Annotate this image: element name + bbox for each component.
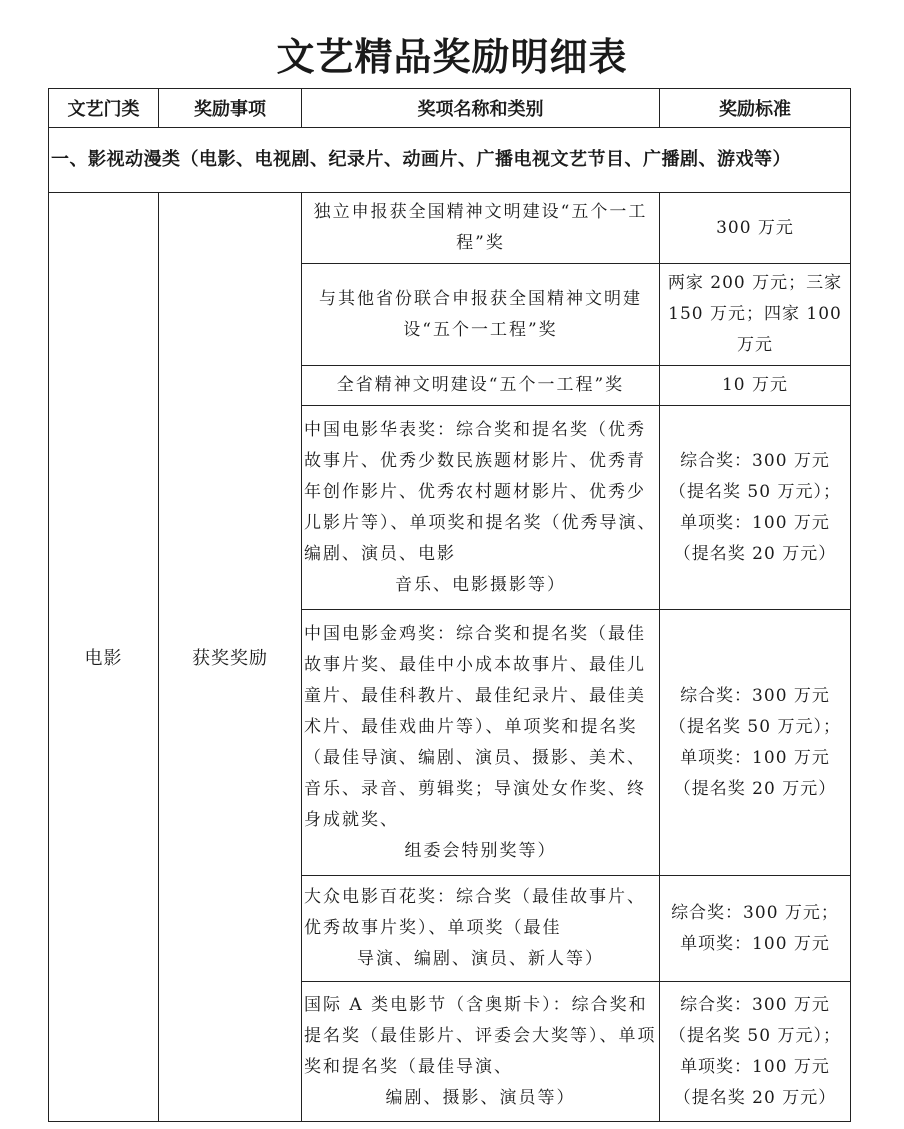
award-name-text: 与其他省份联合申报获全国精神文明建设“五个一工程”奖	[319, 288, 642, 340]
page-title: 文艺精品奖励明细表	[276, 35, 628, 79]
standard-line: 单项奖：100 万元	[680, 747, 830, 768]
award-name-cell	[302, 264, 660, 366]
standard-cell	[660, 610, 851, 876]
category-cell: 电影	[49, 193, 159, 1122]
award-name-cell	[302, 610, 660, 876]
table-row	[49, 193, 851, 264]
award-name-cell	[302, 982, 660, 1122]
standard-cell	[660, 193, 851, 264]
section-row	[49, 128, 851, 193]
award-name-cell	[302, 193, 660, 264]
item-cell: 获奖奖励	[159, 193, 302, 1122]
standard-cell	[660, 876, 851, 982]
award-name-text-end: 组委会特别奖等）	[404, 840, 557, 861]
standard-line: 单项奖：100 万元	[680, 512, 830, 533]
header-row	[49, 89, 851, 128]
standard-line: 单项奖：100 万元	[680, 1056, 830, 1077]
award-name-text: 中国电影金鸡奖：综合奖和提名奖（最佳故事片奖、最佳中小成本故事片、最佳儿童片、最佳科教片、最佳纪录片、最佳美术片、最佳戏曲片等）、单项奖和提名奖（最佳导演、编剧、演员、摄影、美术、音乐、录音、剪辑奖；导演处女作奖、终身成就奖、	[304, 623, 646, 830]
award-name-cell	[302, 366, 660, 406]
standard-line: 综合奖：300 万元	[680, 994, 830, 1015]
award-name-text: 国际 A 类电影节（含奥斯卡）：综合奖和提名奖（最佳影片、评委会大奖等）、单项奖和提名奖（最佳导演、	[304, 994, 657, 1077]
standard-line: 综合奖：300 万元	[680, 450, 830, 471]
standard-line: 综合奖：300 万元；	[671, 902, 839, 923]
award-name-text-end: 导演、编剧、演员、新人等）	[357, 949, 604, 969]
header-award-name: 奖项名称和类别	[302, 89, 660, 128]
award-name-text-end: 编剧、摄影、演员等）	[385, 1087, 576, 1108]
standard-text: 300 万元	[716, 217, 794, 238]
award-table	[48, 88, 851, 1122]
award-name-text-end: 音乐、电影摄影等）	[395, 574, 566, 595]
standard-line: 综合奖：300 万元	[680, 685, 830, 706]
header-category: 文艺门类	[49, 89, 159, 128]
standard-line: （提名奖 50 万元）；	[669, 716, 841, 737]
standard-line: （提名奖 20 万元）	[673, 1087, 837, 1108]
standard-cell	[660, 366, 851, 406]
award-name-text: 全省精神文明建设“五个一工程”奖	[336, 375, 625, 395]
standard-text: 10 万元	[721, 375, 789, 395]
award-name-text: 大众电影百花奖：综合奖（最佳故事片、优秀故事片奖）、单项奖（最佳	[304, 887, 646, 938]
award-name-cell	[302, 406, 660, 610]
award-name-text: 独立申报获全国精神文明建设“五个一工程”奖	[313, 202, 648, 253]
standard-line: （提名奖 20 万元）	[673, 543, 837, 564]
header-standard: 奖励标准	[660, 89, 851, 128]
standard-line: （提名奖 50 万元）；	[669, 1025, 841, 1046]
standard-cell	[660, 264, 851, 366]
standard-cell	[660, 982, 851, 1122]
standard-line: （提名奖 50 万元）；	[669, 481, 841, 502]
standard-text: 两家 200 万元；三家 150 万元；四家 100 万元	[667, 273, 843, 355]
award-name-cell	[302, 876, 660, 982]
header-item: 奖励事项	[159, 89, 302, 128]
standard-cell	[660, 406, 851, 610]
standard-line: （提名奖 20 万元）	[673, 778, 837, 799]
standard-line: 单项奖：100 万元	[680, 933, 830, 954]
award-name-text: 中国电影华表奖：综合奖和提名奖（优秀故事片、优秀少数民族题材影片、优秀青年创作影片、优秀农村题材影片、优秀少儿影片等）、单项奖和提名奖（优秀导演、编剧、演员、电影	[304, 419, 657, 564]
section-heading: 一、影视动漫类（电影、电视剧、纪录片、动画片、广播电视文艺节目、广播剧、游戏等）	[49, 128, 851, 193]
